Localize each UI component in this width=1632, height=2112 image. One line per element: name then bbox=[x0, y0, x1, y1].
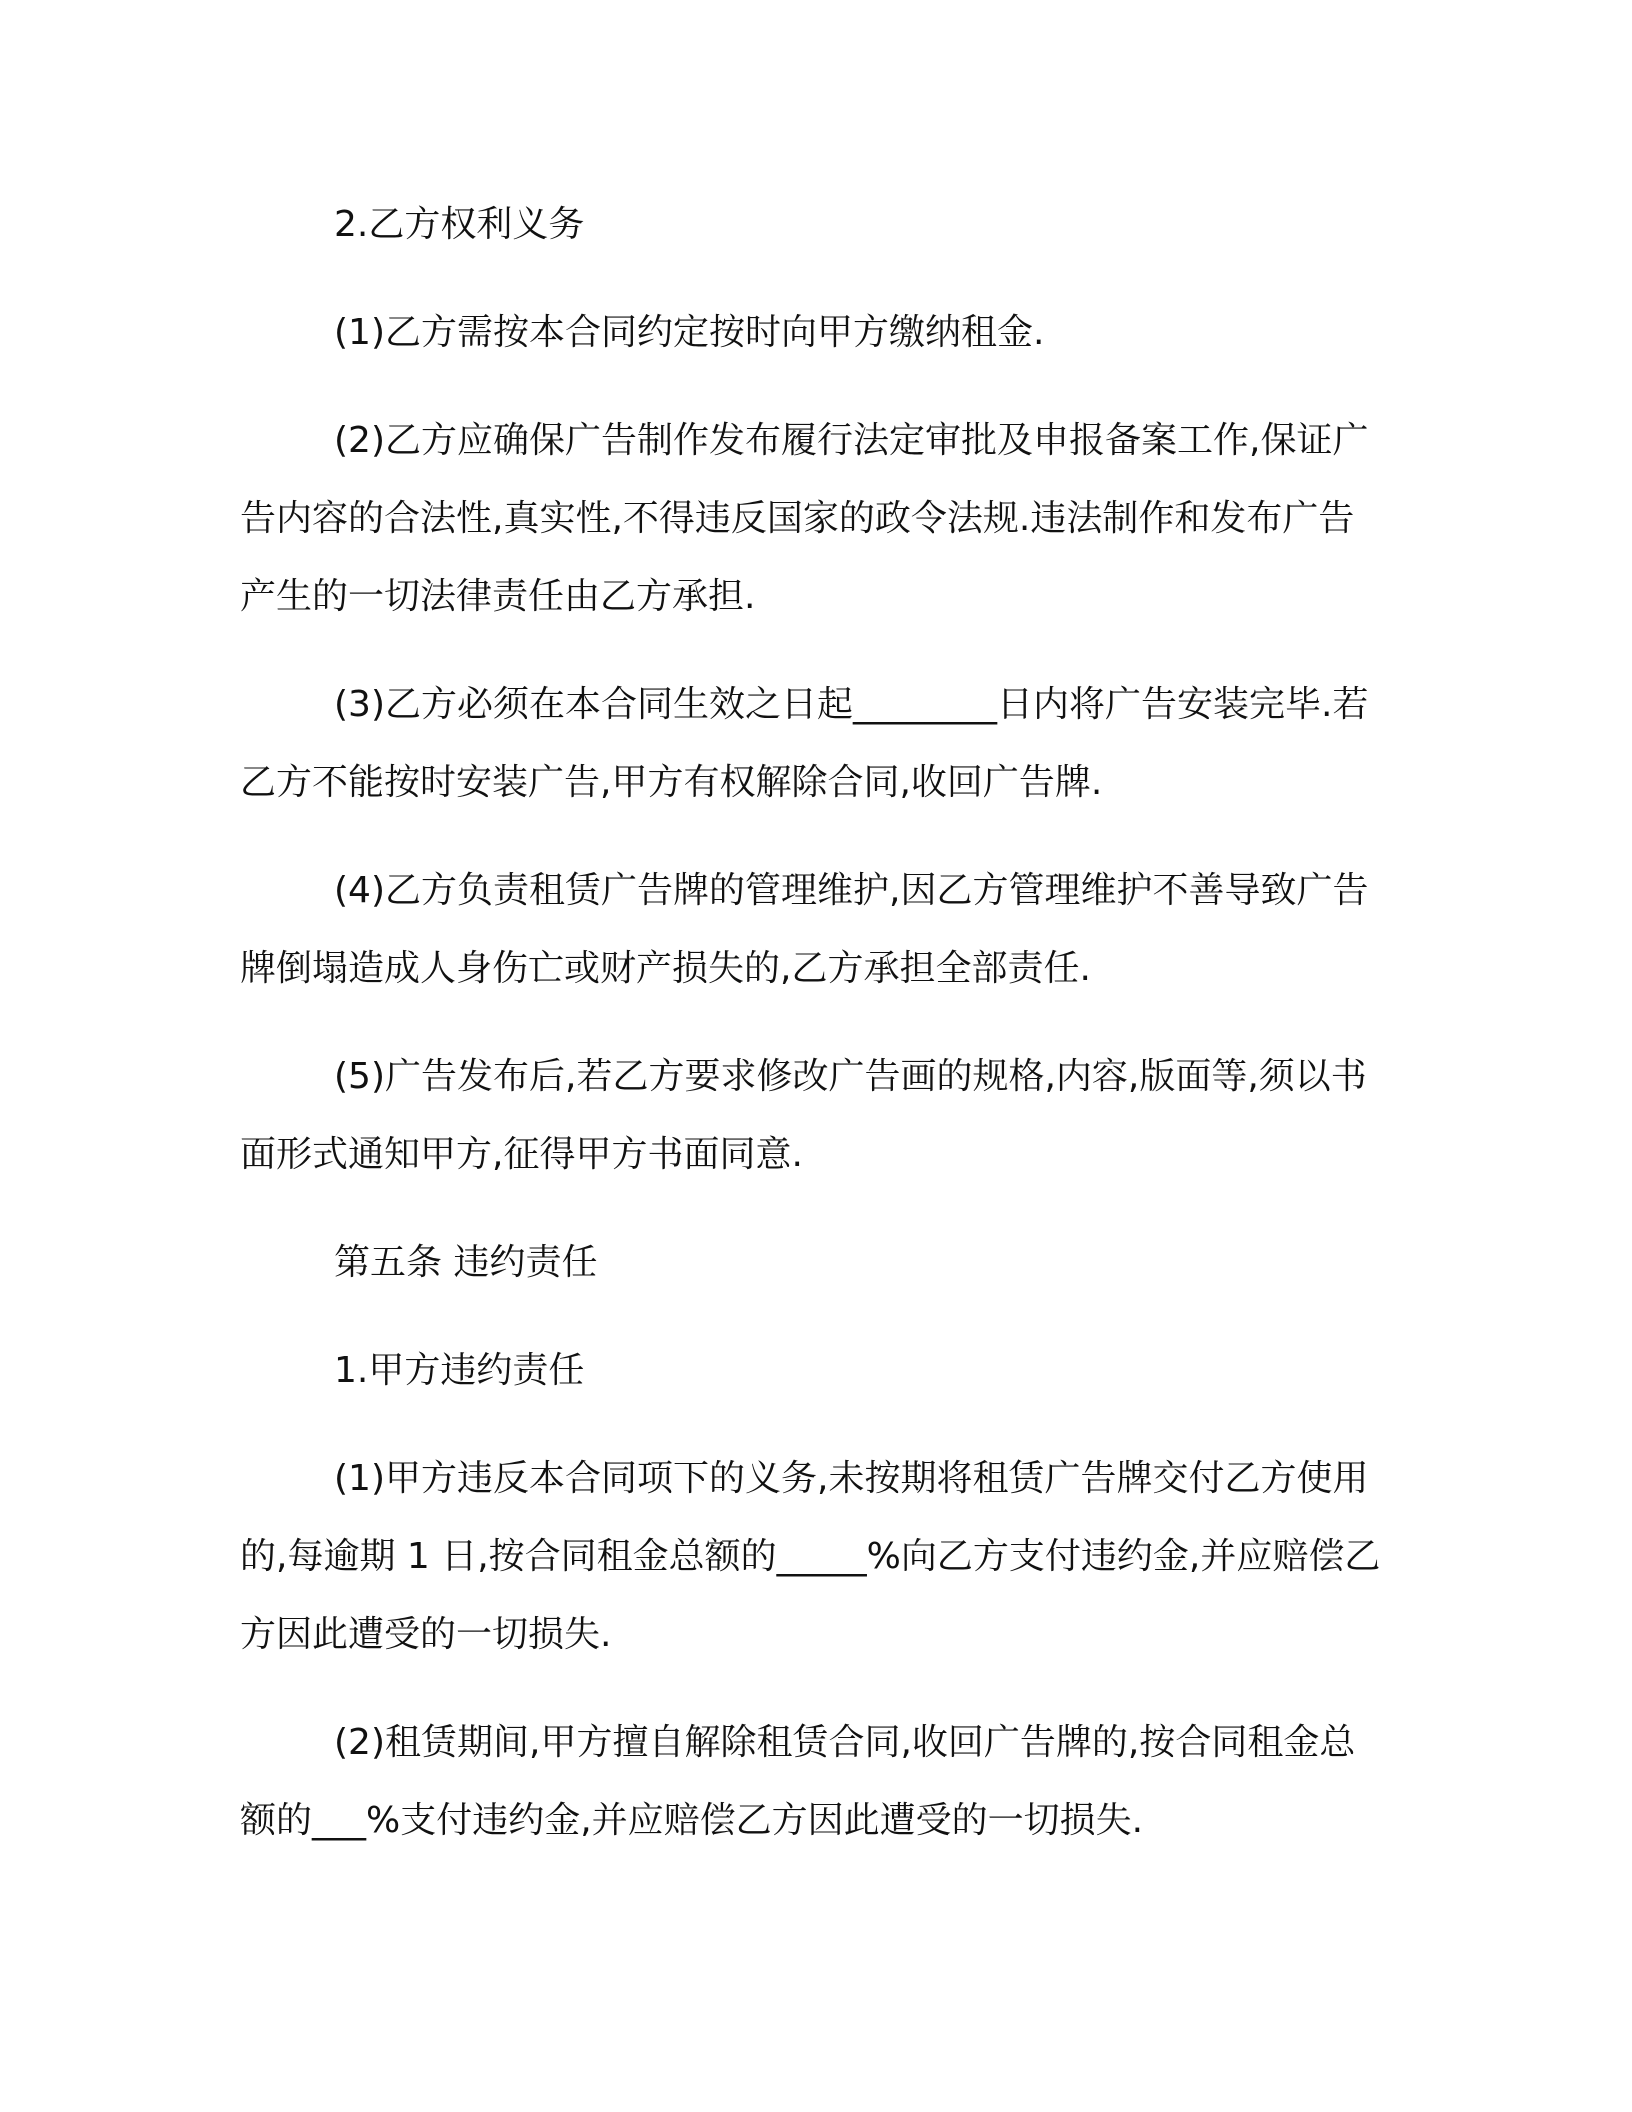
clause-b-5: (5)广告发布后,若乙方要求修改广告画的规格,内容,版面等,须以书面形式通知甲方,征得甲方书面同意. bbox=[240, 1056, 1367, 1175]
clause-b-2: (2)乙方应确保广告制作发布履行法定审批及申报备案工作,保证广告内容的合法性,真实性,不得违反国家的政令法规.违法制作和发布广告产生的一切法律责任由乙方承担. bbox=[240, 420, 1369, 617]
clause-b-1: (1)乙方需按本合同约定按时向甲方缴纳租金. bbox=[334, 312, 1045, 353]
section-heading-party-b-rights: 2.乙方权利义务 bbox=[334, 204, 585, 245]
section-heading-party-a-breach: 1.甲方违约责任 bbox=[334, 1350, 585, 1391]
clause-a-breach-2: (2)租赁期间,甲方擅自解除租赁合同,收回广告牌的,按合同租金总额的___%支付违约金,并应赔偿乙方因此遭受的一切损失. bbox=[240, 1722, 1356, 1841]
document-body bbox=[240, 186, 1390, 1860]
clause-a-breach-1: (1)甲方违反本合同项下的义务,未按期将租赁广告牌交付乙方使用的,每逾期 1 日,按合同租金总额的_____%向乙方支付违约金,并应赔偿乙方因此遭受的一切损失. bbox=[240, 1458, 1381, 1655]
article-five-heading: 第五条 违约责任 bbox=[334, 1242, 598, 1283]
clause-b-3: (3)乙方必须在本合同生效之日起________日内将广告安装完毕.若乙方不能按时安装广告,甲方有权解除合同,收回广告牌. bbox=[240, 684, 1369, 803]
clause-b-4: (4)乙方负责租赁广告牌的管理维护,因乙方管理维护不善导致广告牌倒塌造成人身伤亡或财产损失的,乙方承担全部责任. bbox=[240, 870, 1369, 989]
